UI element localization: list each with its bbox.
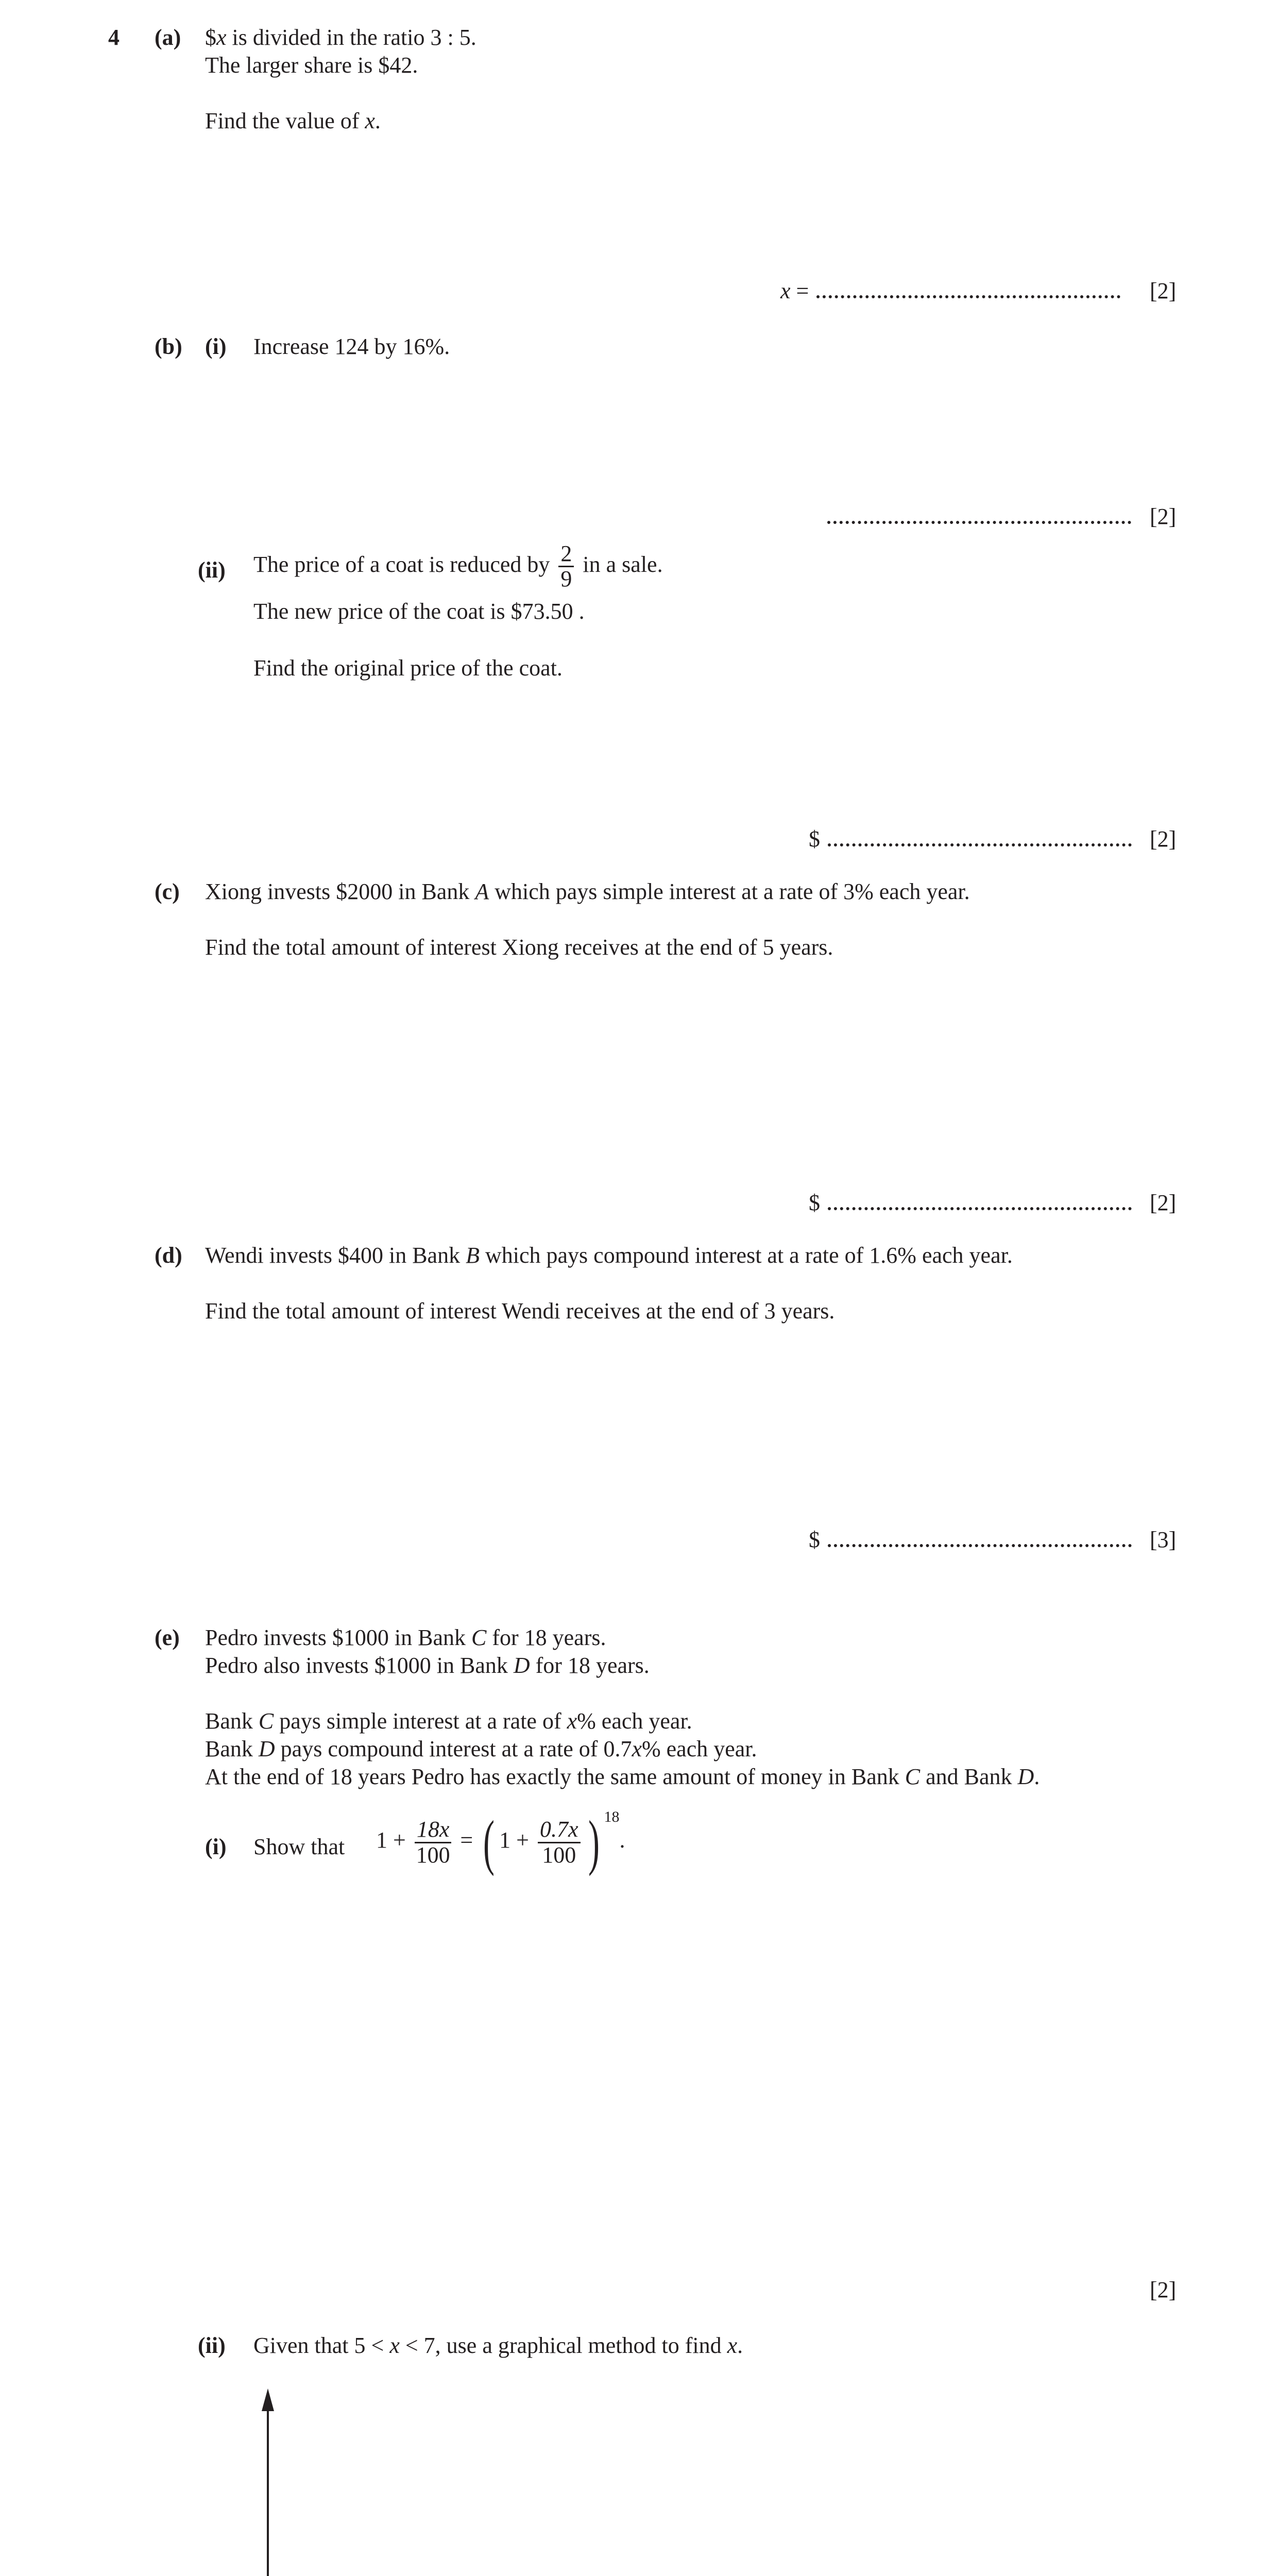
- fraction-two-ninths: $\frac{2}{9}$: [558, 542, 574, 591]
- part-c-marks: [2]: [1150, 1190, 1177, 1215]
- part-e-i-text: Show that: [253, 1834, 345, 1859]
- left-paren: (: [483, 1808, 495, 1876]
- part-a-line2: The larger share is $42.: [205, 53, 418, 78]
- part-e-line3: Bank C pays simple interest at a rate of x% each year.: [205, 1708, 692, 1734]
- y-axis-arrow: [262, 2388, 274, 2411]
- part-b-i-marks: [2]: [1150, 504, 1177, 529]
- part-a-line1: $x is divided in the ratio 3 : 5.: [205, 25, 476, 50]
- part-e-line2: Pedro also invests $1000 in Bank D for 18 years.: [205, 1653, 650, 1678]
- part-e-i-marks: [2]: [1150, 2277, 1177, 2302]
- part-a-label: (a): [155, 25, 181, 50]
- part-d-marks: [3]: [1150, 1527, 1177, 1552]
- part-d-answer-line[interactable]: $: [809, 1527, 1132, 1553]
- part-c-answer-line[interactable]: $: [809, 1190, 1132, 1216]
- part-b-ii-label: (ii): [198, 557, 226, 583]
- part-b-i-text: Increase 124 by 16%.: [253, 334, 450, 359]
- part-e-line1: Pedro invests $1000 in Bank C for 18 years.: [205, 1625, 606, 1650]
- part-a-instruction: Find the value of x.: [205, 108, 381, 133]
- part-b-ii-line1: The price of a coat is reduced by $\frac{2}{9}$ in a sale.: [253, 541, 663, 592]
- part-e-i-equation: 1 + $\frac{18x}{100}$ = ( 1 + $\frac{0.7x}{100}$ ) $^{18}$.: [376, 1808, 625, 1876]
- fraction-18x-over-100: $\frac{18x}{100}$: [415, 1818, 452, 1867]
- part-e-line4: Bank D pays compound interest at a rate of 0.7x% each year.: [205, 1736, 757, 1761]
- part-e-ii-text: Given that 5 < x < 7, use a graphical method to find x.: [253, 2333, 743, 2358]
- part-c-line2: Find the total amount of interest Xiong receives at the end of 5 years.: [205, 935, 833, 960]
- part-e-line5: At the end of 18 years Pedro has exactly the same amount of money in Bank C and Bank D.: [205, 1764, 1040, 1789]
- question-number: 4: [108, 25, 120, 50]
- part-b-ii-line2: The new price of the coat is $73.50 .: [253, 599, 585, 624]
- part-e-i-label: (i): [205, 1834, 227, 1859]
- part-e-label: (e): [155, 1625, 180, 1650]
- part-b-ii-marks: [2]: [1150, 826, 1177, 852]
- part-a-answer-line[interactable]: x =: [780, 278, 1120, 304]
- part-b-label: (b): [155, 334, 182, 359]
- part-c-label: (c): [155, 879, 180, 904]
- part-a-marks: [2]: [1150, 278, 1177, 303]
- part-b-ii-line3: Find the original price of the coat.: [253, 655, 563, 681]
- part-c-line1: Xiong invests $2000 in Bank A which pays simple interest at a rate of 3% each year.: [205, 879, 970, 904]
- exponent: 18: [604, 1808, 620, 1825]
- right-paren: ): [588, 1808, 600, 1876]
- part-d-line1: Wendi invests $400 in Bank B which pays compound interest at a rate of 1.6% each year.: [205, 1243, 1013, 1268]
- fraction-07x-over-100: $\frac{0.7x}{100}$: [538, 1818, 581, 1867]
- part-d-line2: Find the total amount of interest Wendi receives at the end of 3 years.: [205, 1298, 835, 1324]
- part-e-ii-label: (ii): [198, 2333, 226, 2358]
- part-d-label: (d): [155, 1243, 182, 1268]
- part-b-ii-answer-line[interactable]: $: [809, 826, 1132, 853]
- part-b-i-label: (i): [205, 334, 227, 359]
